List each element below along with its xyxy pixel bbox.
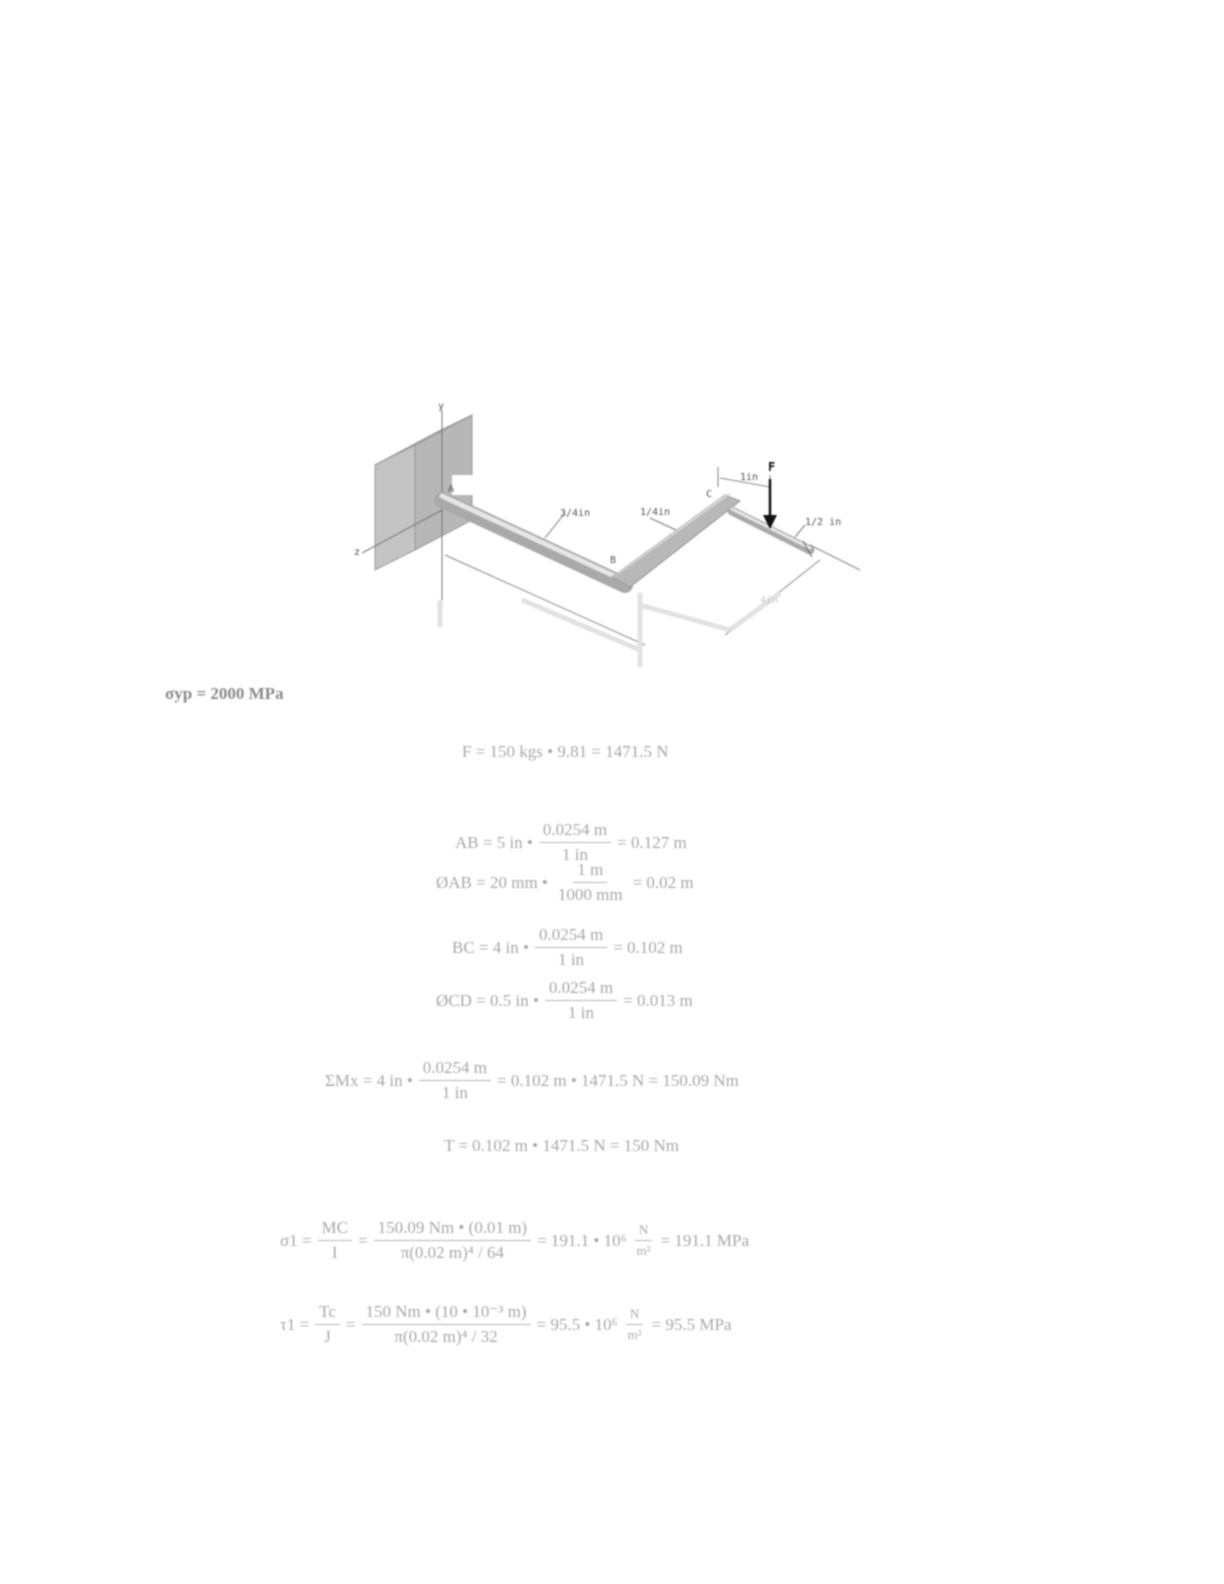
diameter-cd-equation — [436, 978, 693, 1023]
force-f-label: F — [768, 460, 776, 474]
shear-stress-unit-num: N — [626, 1306, 643, 1325]
wall-label-box — [452, 475, 474, 495]
dim-1in-label: 1in — [740, 472, 759, 483]
normal-stress-frac1 — [318, 1218, 352, 1263]
length-bc-fraction — [535, 925, 607, 970]
normal-stress-unit — [633, 1222, 655, 1259]
axis-z-label: z — [354, 547, 361, 558]
diameter-ab-equation — [436, 860, 694, 905]
normal-stress-frac2 — [374, 1218, 532, 1263]
length-ab-denominator: 1 in — [562, 845, 588, 864]
diameter-ab-denominator: 1000 mm — [557, 885, 623, 904]
normal-stress-result1: = 191.1 • 10⁶ — [537, 1230, 627, 1250]
shear-stress-result1: = 95.5 • 10⁶ — [536, 1314, 618, 1334]
diameter-ab-numerator: 1 m — [573, 860, 607, 883]
shear-stress-result2: = 95.5 MPa — [651, 1314, 732, 1334]
moment-numerator: 0.0254 m — [419, 1058, 491, 1081]
normal-stress-unit-den: m² — [636, 1243, 651, 1258]
moment-fraction — [419, 1058, 491, 1103]
moment-right: = 0.102 m • 1471.5 N = 150.09 Nm — [497, 1070, 739, 1090]
diameter-ab-fraction — [554, 860, 627, 905]
normal-stress-equation — [280, 1218, 749, 1263]
dim-1-2in-label: 1/2 in — [805, 517, 842, 528]
normal-stress-left: σ1 = — [280, 1230, 312, 1250]
length-ab-fraction — [539, 820, 611, 865]
diameter-cd-numerator: 0.0254 m — [545, 978, 617, 1001]
shear-stress-num1: Tc — [315, 1302, 340, 1325]
shear-stress-frac1 — [315, 1302, 340, 1347]
length-ab-equation — [455, 820, 687, 865]
rod-ab — [442, 500, 625, 585]
normal-stress-num2: 150.09 Nm • (0.01 m) — [374, 1218, 532, 1241]
length-ab-left: AB = 5 in • — [455, 832, 533, 852]
length-bc-denominator: 1 in — [558, 950, 585, 969]
normal-stress-num1: MC — [318, 1218, 352, 1241]
diameter-cd-left: ØCD = 0.5 in • — [436, 990, 539, 1010]
beam-diagram — [340, 395, 880, 685]
normal-stress-unit-num: N — [635, 1222, 652, 1241]
plate-bc-top — [612, 493, 732, 577]
diameter-ab-left: ØAB = 20 mm • — [436, 872, 548, 892]
axis-y-label: y — [438, 401, 445, 412]
shear-stress-num2: 150 Nm • (10 • 10⁻³ m) — [362, 1302, 531, 1325]
normal-stress-den2: π(0.02 m)⁴ / 64 — [400, 1243, 504, 1262]
point-c-label: C — [706, 489, 713, 500]
shear-stress-unit — [624, 1306, 646, 1343]
shear-stress-equation — [280, 1302, 731, 1347]
diameter-cd-denominator: 1 in — [568, 1003, 595, 1022]
shear-stress-unit-den: m² — [627, 1327, 642, 1342]
diameter-ab-right: = 0.02 m — [632, 872, 694, 892]
normal-stress-den1: I — [331, 1243, 338, 1262]
dim-line-ab — [445, 555, 645, 645]
force-equation: F = 150 kgs • 9.81 = 1471.5 N — [462, 742, 669, 761]
normal-stress-eq: = — [357, 1230, 368, 1250]
shear-stress-eq: = — [345, 1314, 356, 1334]
yield-stress-label: σyp = 2000 MPa — [165, 684, 284, 703]
dim-line-right — [810, 545, 860, 570]
moment-left: ΣMx = 4 in • — [325, 1070, 413, 1090]
shear-stress-den2: π(0.02 m)⁴ / 32 — [394, 1327, 498, 1346]
diameter-cd-fraction — [545, 978, 617, 1023]
point-b-label: B — [610, 555, 617, 566]
length-bc-equation — [452, 925, 683, 970]
diameter-cd-right: = 0.013 m — [623, 990, 693, 1010]
wall-side-face — [375, 445, 415, 570]
dim-1-4in-label: 1/4in — [640, 507, 671, 518]
leader-1-4 — [650, 518, 676, 530]
dim-3-4in-label: 3/4in — [560, 508, 591, 519]
moment-denominator: 1 in — [441, 1083, 468, 1102]
shear-stress-den1: J — [324, 1327, 331, 1346]
dim-4in-label: 4in — [760, 595, 779, 606]
leader-1-2 — [795, 525, 805, 537]
length-bc-numerator: 0.0254 m — [535, 925, 607, 948]
point-a-label: A — [448, 484, 455, 495]
normal-stress-result2: = 191.1 MPa — [660, 1230, 750, 1250]
shear-stress-frac2 — [362, 1302, 531, 1347]
length-bc-right: = 0.102 m — [613, 937, 683, 957]
shear-stress-left: τ1 = — [280, 1314, 310, 1334]
plate-bc — [612, 495, 740, 587]
length-ab-right: = 0.127 m — [617, 832, 687, 852]
rod-ab-highlight — [442, 496, 625, 581]
length-bc-left: BC = 4 in • — [452, 937, 529, 957]
moment-equation — [325, 1058, 739, 1103]
faded-dimension-lines — [440, 593, 780, 667]
torque-equation: T = 0.102 m • 1471.5 N = 150 Nm — [444, 1136, 679, 1155]
length-ab-numerator: 0.0254 m — [539, 820, 611, 843]
